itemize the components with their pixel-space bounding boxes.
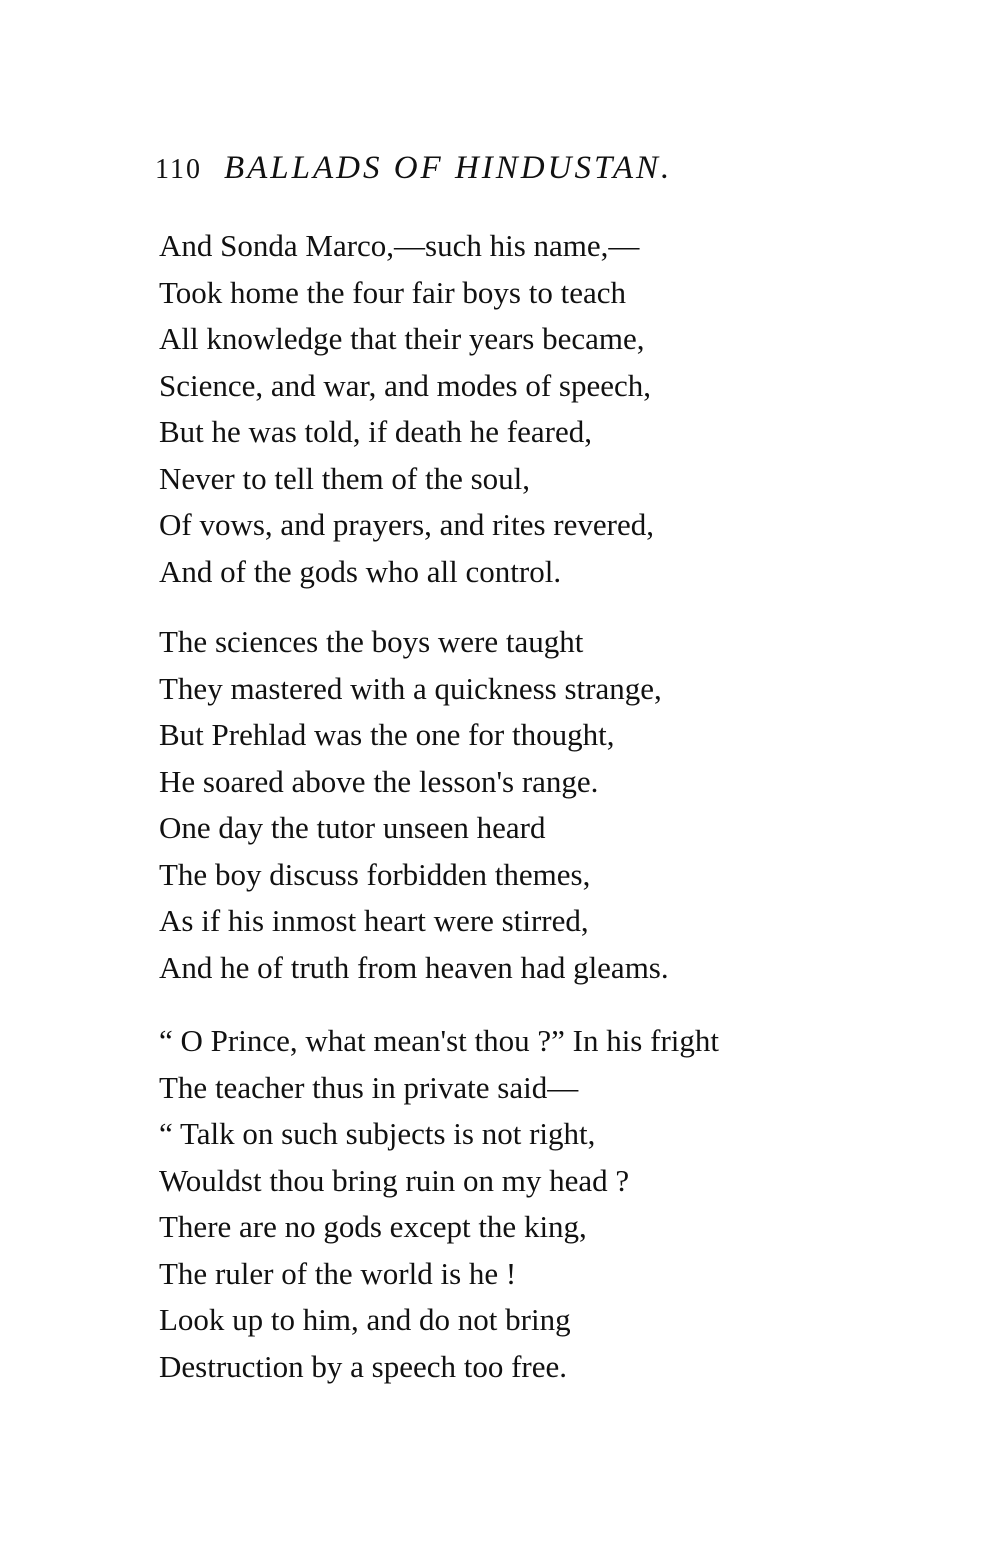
poem-line: All knowledge that their years became, bbox=[159, 321, 645, 356]
poem-line: Look up to him, and do not bring bbox=[159, 1302, 571, 1337]
poem-line: Science, and war, and modes of speech, bbox=[159, 367, 651, 403]
poem-line: The boy discuss forbidden themes, bbox=[159, 856, 591, 892]
poem-line: The ruler of the world is he ! bbox=[159, 1255, 517, 1291]
poem-line: One day the tutor unseen heard bbox=[159, 810, 546, 845]
poem-line: There are no gods except the king, bbox=[159, 1209, 587, 1244]
poem-line: But Prehlad was the one for thought, bbox=[159, 717, 615, 752]
poem-line: Wouldst thou bring ruin on my head ? bbox=[159, 1162, 630, 1198]
page-header bbox=[155, 150, 672, 187]
poem-line: And of the gods who all control. bbox=[159, 553, 562, 589]
poem-line: The teacher thus in private said— bbox=[159, 1069, 579, 1105]
poem-line: “ Talk on such subjects is not right, bbox=[159, 1116, 596, 1151]
poem-line: They mastered with a quickness strange, bbox=[159, 670, 662, 706]
page-number: 110 bbox=[155, 154, 202, 185]
poem-line: Never to tell them of the soul, bbox=[159, 460, 531, 496]
stanza-1 bbox=[159, 223, 959, 595]
poem-line: As if his inmost heart were stirred, bbox=[159, 903, 589, 938]
poem-line: Of vows, and prayers, and rites revered, bbox=[159, 507, 654, 542]
poem-line: And Sonda Marco,—such his name,— bbox=[159, 228, 640, 263]
poem-line: Destruction by a speech too free. bbox=[159, 1348, 568, 1384]
poem-line: “ O Prince, what mean'st thou ?” In his fright bbox=[159, 1023, 719, 1058]
running-title: BALLADS OF HINDUSTAN. bbox=[223, 150, 673, 186]
poem-line: He soared above the lesson's range. bbox=[159, 763, 599, 799]
poem-line: Took home the four fair boys to teach bbox=[159, 274, 626, 310]
poem-line: And he of truth from heaven had gleams. bbox=[159, 949, 669, 985]
poem-line: The sciences the boys were taught bbox=[159, 624, 584, 659]
poem-line: But he was told, if death he feared, bbox=[159, 414, 592, 449]
stanza-2 bbox=[159, 619, 959, 991]
stanza-3 bbox=[159, 1018, 959, 1390]
